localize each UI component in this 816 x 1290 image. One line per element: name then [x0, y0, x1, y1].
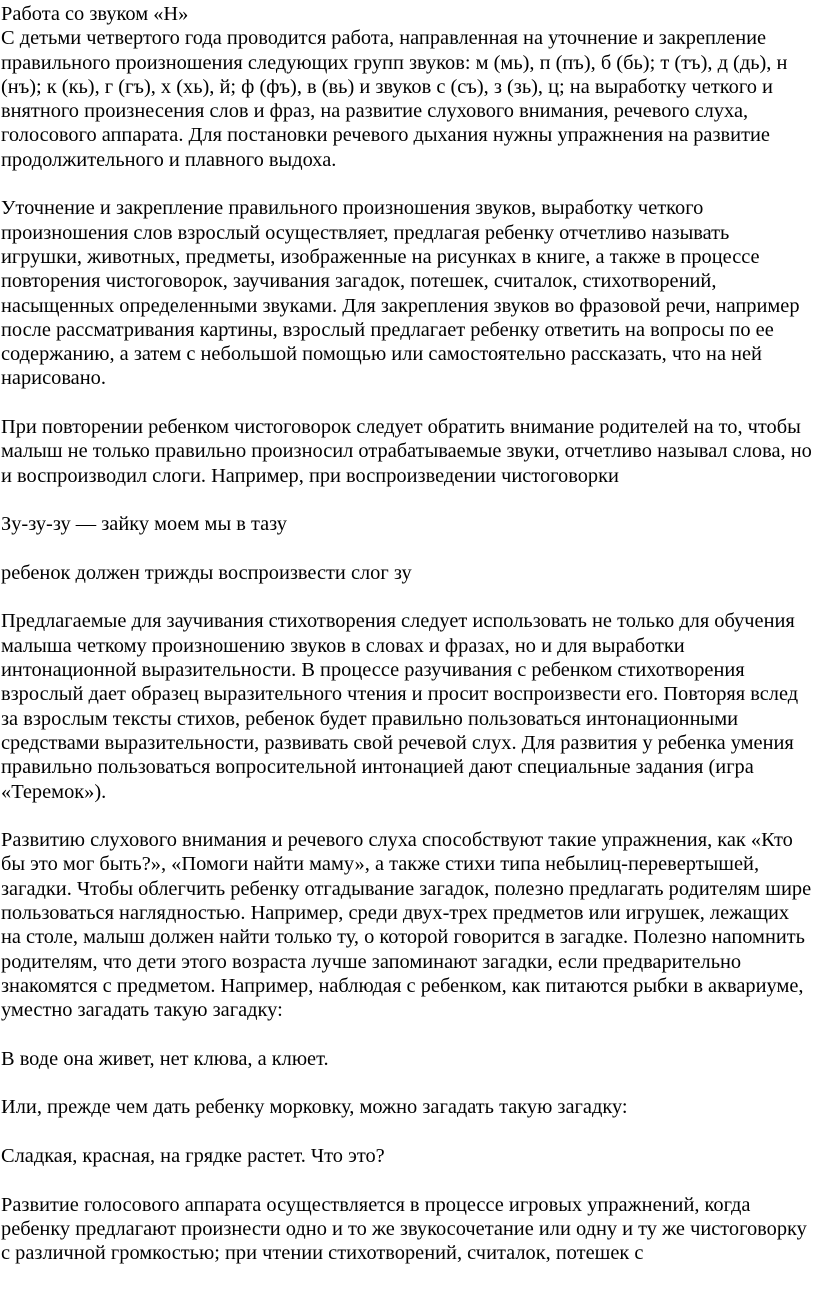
paragraph-tongue-twisters: При повторении ребенком чистоговорок следует обратить внимание родителей на то, чтобы малыш не только правильно произносил отрабатываемые звуки, отчетливо называл слова, но и воспроизводил слоги. Например, при воспроизведении чистоговорки: [1, 416, 812, 487]
tongue-twister-example: Зу-зу-зу — зайку моем мы в тазу: [1, 513, 288, 536]
document-title: Работа со звуком «Н»: [1, 3, 189, 25]
riddle-carrot: Сладкая, красная, на грядке растет. Что это?: [1, 1144, 385, 1167]
paragraph-intro: С детьми четвертого года проводится работа, направленная на уточнение и закрепление правильного произношения следующих групп звуков: м (мь), п (пъ), б (бь); т (тъ), д (дь), н (нъ); к (кь), г (гъ), х (хь), й; ф (фъ), в (вь) и звуков с (съ), з (зь), ц; на выработку четкого и внятного произнесения слов и фраз, на развитие слухового внимания, речевого слуха, голосового аппарата. Для постановки речевого дыхания нужны упражнения на развитие продолжительного и плавного выдоха.: [1, 27, 788, 171]
paragraph-syllable-note: ребенок должен трижды воспроизвести слог зу: [1, 561, 412, 584]
paragraph-carrot-intro: Или, прежде чем дать ребенку морковку, можно загадать такую загадку:: [1, 1096, 628, 1119]
paragraph-pronunciation: Уточнение и закрепление правильного произношения звуков, выработку четкого произношения слов взрослый осуществляет, предлагая ребенку отчетливо называть игрушки, животных, предметы, изображенные на рисунках в книге, а также в процессе повторения чистоговорок, заучивания загадок, потешек, считалок, стихотворений, насыщенных определенными звуками. Для закрепления звуков во фразовой речи, например после рассматривания картины, взрослый предлагает ребенку ответить на вопросы по ее содержанию, а затем с небольшой помощью или самостоятельно рассказать, что на ней нарисовано.: [1, 197, 800, 390]
riddle-fish: В воде она живет, нет клюва, а клюет.: [1, 1047, 329, 1070]
paragraph-poems: Предлагаемые для заучивания стихотворения следует использовать не только для обучения малыша четкому произношению звуков в словах и фразах, но и для выработки интонационной выразительности. В процессе разучивания с ребенком стихотворения взрослый дает образец выразительного чтения и просит воспроизвести его. Повторяя вслед за взрослым тексты стихов, ребенок будет правильно пользоваться интонационными средствами выразительности, развивать свой речевой слух. Для развития у ребенка умения правильно пользоваться вопросительной интонацией дают специальные задания (игра «Теремок»).: [1, 610, 799, 803]
paragraph-hearing: Развитию слухового внимания и речевого слуха способствуют такие упражнения, как «Кто бы это мог быть?», «Помоги найти маму», а также стихи типа небылиц-перевертышей, загадки. Чтобы облегчить ребенку отгадывание загадок, полезно предлагать родителям шире пользоваться наглядностью. Например, среди двух-трех предметов или игрушек, лежащих на столе, малыш должен найти только ту, о которой говорится в загадке. Полезно напомнить родителям, что дети этого возраста лучше запоминают загадки, если предварительно знакомятся с предметом. Например, наблюдая с ребенком, как питаются рыбки в аквариуме, уместно загадать такую загадку:: [1, 829, 812, 1022]
paragraph-voice: Развитие голосового аппарата осуществляется в процессе игровых упражнений, когда ребенку предлагают произнести одно и то же звукосочетание или одну и ту же чистоговорку с различной громкостью; при чтении стихотворений, считалок, потешек с: [1, 1193, 807, 1265]
